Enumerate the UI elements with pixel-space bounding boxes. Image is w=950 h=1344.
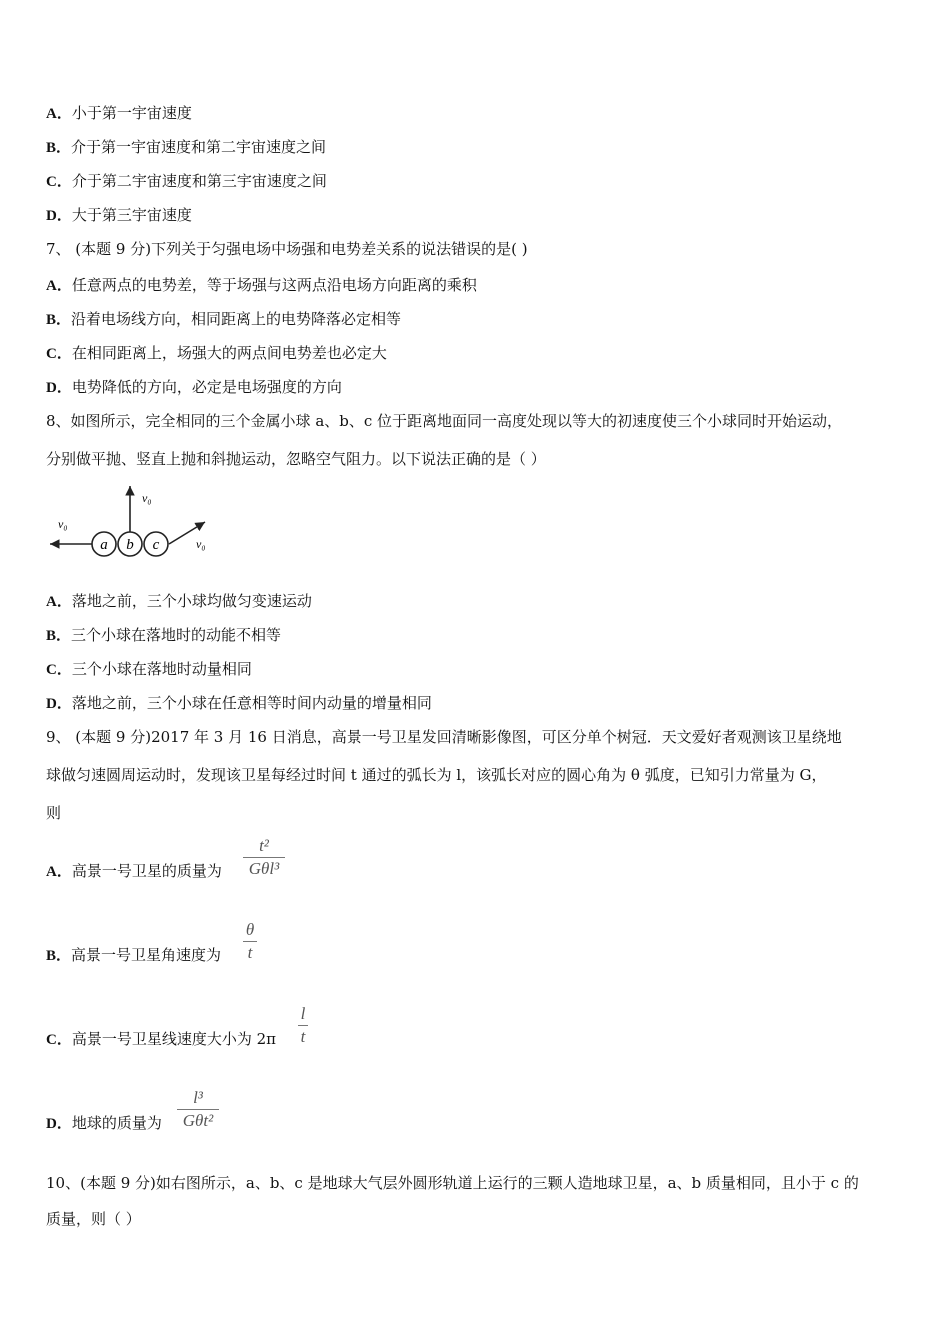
- q8-option-a: A．落地之前，三个小球均做匀变速运动: [46, 592, 312, 610]
- q10-stem-line2: 质量，则（ ）: [46, 1210, 141, 1228]
- q8-stem-line2: 分别做平抛、竖直上抛和斜抛运动，忽略空气阻力。以下说法正确的是（ ）: [46, 450, 546, 468]
- q9-stem-line3: 则: [46, 804, 62, 822]
- q10-stem-line1: 10、(本题 9 分)如右图所示，a、b、c 是地球大气层外圆形轨道上运行的三颗人造地球卫星，a、b 质量相同，且小于 c 的: [46, 1174, 859, 1192]
- v0-right-label: v₀: [196, 537, 206, 551]
- q7-option-a: A．任意两点的电势差，等于场强与这两点沿电场方向距离的乘积: [46, 276, 477, 294]
- ball-a-label: a: [100, 537, 108, 553]
- q8-figure: [40, 476, 220, 566]
- q9-option-c: C．高景一号卫星线速度大小为 2π: [46, 1030, 277, 1048]
- ball-b-label: b: [126, 537, 134, 553]
- q8-option-b: B．三个小球在落地时的动能不相等: [46, 626, 282, 644]
- q7-option-d: D．电势降低的方向，必定是电场强度的方向: [46, 378, 342, 396]
- q9-option-a: A．高景一号卫星的质量为: [46, 862, 222, 880]
- q7-stem: 7、 (本题 9 分)下列关于匀强电场中场强和电势差关系的说法错误的是( ): [46, 240, 528, 258]
- q8-option-d: D．落地之前，三个小球在任意相等时间内动量的增量相同: [46, 694, 432, 712]
- q7-option-b: B．沿着电场线方向，相同距离上的电势降落必定相等: [46, 310, 402, 328]
- q9-stem-line2: 球做匀速圆周运动时，发现该卫星每经过时间 t 通过的弧长为 l，该弧长对应的圆心角为 θ 弧度，已知引力常量为 G，: [46, 766, 827, 784]
- q8-option-c: C．三个小球在落地时动量相同: [46, 660, 252, 678]
- ball-c-label: c: [152, 537, 160, 553]
- q6-option-b: B．介于第一宇宙速度和第二宇宙速度之间: [46, 138, 327, 156]
- q9-option-a-fraction: t² Gθl³: [243, 836, 285, 879]
- q9-stem-line1: 9、 (本题 9 分)2017 年 3 月 16 日消息，高景一号卫星发回清晰影像图，可区分单个树冠．天文爱好者观测该卫星绕地: [46, 728, 842, 746]
- q8-stem-line1: 8、如图所示，完全相同的三个金属小球 a、b、c 位于距离地面同一高度处现以等大的初速度使三个小球同时开始运动，: [46, 412, 843, 430]
- q9-option-d: D．地球的质量为: [46, 1114, 162, 1132]
- v0-left-label: v₀: [58, 517, 68, 531]
- q7-option-c: C．在相同距离上，场强大的两点间电势差也必定大: [46, 344, 387, 362]
- q9-option-d-fraction: l³ Gθt²: [177, 1088, 219, 1131]
- q6-option-c: C．介于第二宇宙速度和第三宇宙速度之间: [46, 172, 327, 190]
- q6-option-a: A．小于第一宇宙速度: [46, 104, 192, 122]
- v0-up-label: v₀: [142, 491, 152, 505]
- q9-option-b: B．高景一号卫星角速度为: [46, 946, 222, 964]
- q6-option-d: D．大于第三宇宙速度: [46, 206, 192, 224]
- q9-option-b-fraction: θ t: [243, 920, 257, 963]
- q9-option-c-fraction: l t: [298, 1004, 308, 1047]
